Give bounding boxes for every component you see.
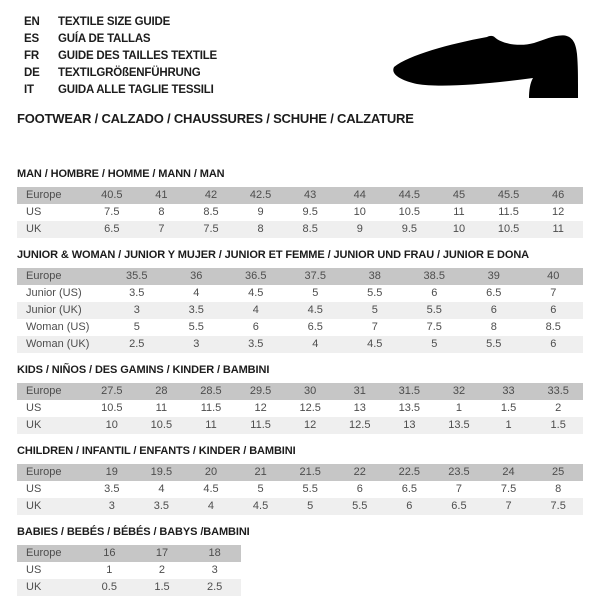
row-label: Europe bbox=[26, 385, 62, 397]
size-value: 4.5 bbox=[367, 338, 383, 350]
size-value: 12 bbox=[304, 419, 317, 431]
size-value: 5 bbox=[307, 500, 314, 512]
size-value: 27.5 bbox=[101, 385, 123, 397]
table-row bbox=[17, 498, 583, 515]
size-value: 12.5 bbox=[299, 402, 321, 414]
size-value: 3 bbox=[211, 564, 218, 576]
size-value: 7.5 bbox=[203, 223, 219, 235]
row-label: Europe bbox=[26, 466, 62, 478]
size-value: 12 bbox=[552, 206, 565, 218]
size-value: 36.5 bbox=[245, 270, 267, 282]
size-value: 39 bbox=[487, 270, 500, 282]
table-row bbox=[17, 417, 583, 434]
size-value: 9 bbox=[356, 223, 363, 235]
size-value: 3.5 bbox=[188, 304, 204, 316]
row-label: Junior (US) bbox=[26, 287, 82, 299]
size-value: 22 bbox=[353, 466, 366, 478]
size-value: 10.5 bbox=[398, 206, 421, 218]
row-label: Woman (US) bbox=[26, 321, 90, 333]
size-value: 7.5 bbox=[104, 206, 120, 218]
size-value: 41 bbox=[155, 189, 168, 201]
row-label: US bbox=[26, 206, 42, 218]
size-value: 4.5 bbox=[307, 304, 323, 316]
size-value: 6 bbox=[431, 287, 438, 299]
size-value: 8 bbox=[555, 483, 562, 495]
size-value: 8 bbox=[158, 206, 165, 218]
size-value: 8 bbox=[257, 223, 264, 235]
size-value: 3 bbox=[133, 304, 140, 316]
size-value: 10 bbox=[105, 419, 118, 431]
size-table-junior-woman bbox=[17, 268, 583, 353]
size-value: 1.5 bbox=[154, 581, 170, 593]
size-value: 9.5 bbox=[302, 206, 318, 218]
size-value: 10.5 bbox=[101, 402, 123, 414]
size-value: 43 bbox=[304, 189, 317, 201]
table-row bbox=[17, 221, 583, 238]
size-value: 6 bbox=[356, 483, 363, 495]
size-value: 1 bbox=[455, 402, 463, 414]
size-value: 19 bbox=[105, 466, 118, 478]
size-value: 45.5 bbox=[497, 189, 520, 201]
size-value: 40.5 bbox=[101, 189, 123, 201]
size-value: 3.5 bbox=[153, 500, 170, 512]
size-value: 11 bbox=[453, 206, 465, 218]
size-value: 2.5 bbox=[129, 338, 145, 350]
table-row bbox=[17, 302, 583, 319]
table-row bbox=[17, 204, 583, 221]
size-value: 10.5 bbox=[497, 223, 520, 235]
size-value: 7.5 bbox=[426, 321, 442, 333]
size-value: 12 bbox=[254, 402, 267, 414]
size-value: 4.5 bbox=[203, 483, 219, 495]
table-header-row bbox=[17, 464, 583, 481]
size-value: 10 bbox=[452, 223, 466, 235]
size-value: 38.5 bbox=[423, 270, 445, 282]
size-value: 3.5 bbox=[104, 483, 120, 495]
language-guide-label: GUÍA DE TALLAS bbox=[58, 33, 151, 45]
language-code: EN bbox=[24, 16, 40, 28]
size-value: 5.5 bbox=[188, 321, 204, 333]
size-value: 2.5 bbox=[207, 581, 223, 593]
size-value: 13.5 bbox=[398, 402, 421, 414]
size-value: 2 bbox=[555, 402, 562, 414]
size-value: 10 bbox=[353, 206, 366, 218]
size-value: 1 bbox=[505, 419, 512, 431]
language-guide-label: GUIDE DES TAILLES TEXTILE bbox=[58, 50, 217, 62]
size-value: 6.5 bbox=[307, 321, 323, 333]
row-label: UK bbox=[26, 223, 42, 235]
size-value: 7 bbox=[505, 500, 512, 512]
row-label: UK bbox=[26, 500, 42, 512]
size-value: 6.5 bbox=[401, 483, 417, 495]
size-value: 13 bbox=[403, 419, 416, 431]
size-value: 1 bbox=[106, 564, 113, 576]
size-value: 38 bbox=[368, 270, 381, 282]
size-value: 21 bbox=[254, 466, 267, 478]
size-value: 16 bbox=[103, 547, 116, 559]
size-value: 4 bbox=[158, 483, 165, 495]
size-value: 19.5 bbox=[150, 466, 173, 478]
size-value: 13.5 bbox=[448, 419, 470, 431]
size-value: 7.5 bbox=[550, 500, 566, 512]
size-value: 6 bbox=[252, 321, 259, 333]
size-value: 4.5 bbox=[252, 500, 269, 512]
size-value: 9 bbox=[257, 206, 264, 218]
section-junior-woman bbox=[17, 249, 583, 353]
size-value: 6.5 bbox=[104, 223, 120, 235]
size-value: 40 bbox=[547, 270, 560, 282]
size-value: 23.5 bbox=[448, 466, 470, 478]
size-value: 20 bbox=[204, 466, 218, 478]
row-label: Europe bbox=[26, 189, 62, 201]
size-value: 6 bbox=[550, 304, 557, 316]
size-value: 7 bbox=[550, 287, 557, 299]
row-label: Woman (UK) bbox=[26, 338, 90, 350]
size-value: 28 bbox=[155, 385, 168, 397]
size-value: 45 bbox=[452, 189, 466, 201]
section-kids bbox=[17, 364, 583, 434]
section-babies bbox=[17, 526, 583, 596]
size-value: 6 bbox=[550, 338, 557, 350]
size-value: 5.5 bbox=[426, 304, 442, 316]
size-table-children bbox=[17, 464, 583, 515]
size-value: 5.5 bbox=[486, 338, 502, 350]
section-title-babies: BABIES / BEBÉS / BÉBÉS / BABYS /BAMBINI bbox=[17, 526, 250, 538]
table-row bbox=[17, 285, 583, 302]
size-value: 12.5 bbox=[349, 419, 371, 431]
table-row bbox=[17, 336, 583, 353]
size-value: 5 bbox=[133, 321, 140, 333]
size-value: 0.5 bbox=[101, 581, 117, 593]
size-value: 10.5 bbox=[150, 419, 173, 431]
size-value: 13 bbox=[353, 402, 366, 414]
size-table-kids bbox=[17, 383, 583, 434]
size-value: 24 bbox=[502, 466, 515, 478]
table-row bbox=[17, 319, 583, 336]
size-value: 18 bbox=[208, 547, 221, 559]
size-value: 7 bbox=[371, 321, 378, 333]
table-header-row bbox=[17, 187, 583, 204]
size-value: 6 bbox=[406, 500, 413, 512]
language-guide-label: GUIDA ALLE TAGLIE TESSILI bbox=[58, 84, 214, 96]
row-label: UK bbox=[26, 419, 42, 431]
row-label: US bbox=[26, 483, 42, 495]
table-row bbox=[17, 481, 583, 498]
size-table-man bbox=[17, 187, 583, 238]
dress-shoe-icon bbox=[389, 33, 593, 101]
size-value: 5.5 bbox=[352, 500, 368, 512]
section-title-kids: KIDS / NIÑOS / DES GAMINS / KINDER / BAMBINI bbox=[17, 364, 270, 376]
size-value: 11.5 bbox=[200, 402, 222, 414]
language-guide-label: TEXTILGRÖßENFÜHRUNG bbox=[58, 67, 201, 79]
section-title-junior-woman: JUNIOR & WOMAN / JUNIOR Y MUJER / JUNIOR ET FEMME / JUNIOR UND FRAU / JUNIOR E DONA bbox=[17, 249, 530, 261]
size-value: 33 bbox=[502, 385, 515, 397]
size-value: 30 bbox=[304, 385, 317, 397]
size-value: 1.5 bbox=[500, 402, 517, 414]
row-label: Junior (UK) bbox=[26, 304, 82, 316]
size-value: 6 bbox=[490, 304, 497, 316]
size-value: 4 bbox=[312, 338, 319, 350]
size-value: 42.5 bbox=[249, 189, 272, 201]
section-man bbox=[17, 168, 583, 238]
size-value: 25 bbox=[552, 466, 565, 478]
language-code: IT bbox=[24, 84, 34, 96]
size-value: 9.5 bbox=[401, 223, 417, 235]
language-code: DE bbox=[24, 67, 40, 79]
size-value: 6.5 bbox=[486, 287, 502, 299]
size-value: 7 bbox=[455, 483, 463, 495]
size-value: 8.5 bbox=[545, 321, 561, 333]
size-value: 17 bbox=[155, 547, 169, 559]
size-value: 36 bbox=[190, 270, 203, 282]
size-value: 31 bbox=[353, 385, 366, 397]
size-value: 7.5 bbox=[500, 483, 517, 495]
size-value: 2 bbox=[158, 564, 166, 576]
size-value: 46 bbox=[552, 189, 565, 201]
size-value: 29.5 bbox=[249, 385, 272, 397]
size-value: 4.5 bbox=[248, 287, 264, 299]
size-value: 33.5 bbox=[547, 385, 569, 397]
size-value: 11 bbox=[155, 402, 168, 414]
language-guide-label: TEXTILE SIZE GUIDE bbox=[58, 16, 171, 28]
row-label: UK bbox=[26, 581, 42, 593]
size-value: 35.5 bbox=[126, 270, 148, 282]
table-row bbox=[17, 562, 241, 579]
size-value: 8.5 bbox=[302, 223, 318, 235]
size-value: 11.5 bbox=[498, 206, 519, 218]
size-value: 44 bbox=[353, 189, 366, 201]
size-value: 37.5 bbox=[304, 270, 326, 282]
table-header-row bbox=[17, 545, 241, 562]
section-children bbox=[17, 445, 583, 515]
size-value: 44.5 bbox=[398, 189, 421, 201]
size-value: 3 bbox=[193, 338, 200, 350]
row-label: US bbox=[26, 564, 42, 576]
size-value: 32 bbox=[452, 385, 466, 397]
section-title-man: MAN / HOMBRE / HOMME / MANN / MAN bbox=[17, 168, 225, 180]
size-value: 4 bbox=[252, 304, 259, 316]
size-value: 6.5 bbox=[451, 500, 467, 512]
row-label: Europe bbox=[26, 270, 62, 282]
size-value: 5.5 bbox=[302, 483, 318, 495]
size-value: 8 bbox=[490, 321, 497, 333]
size-value: 1.5 bbox=[550, 419, 566, 431]
size-value: 21.5 bbox=[299, 466, 321, 478]
size-value: 4 bbox=[193, 287, 200, 299]
size-value: 3.5 bbox=[248, 338, 264, 350]
category-title: FOOTWEAR / CALZADO / CHAUSSURES / SCHUHE / CALZATURE bbox=[17, 111, 414, 126]
size-value: 5 bbox=[431, 338, 438, 350]
size-value: 5 bbox=[257, 483, 264, 495]
size-value: 42 bbox=[204, 189, 218, 201]
size-value: 5.5 bbox=[367, 287, 383, 299]
size-value: 22.5 bbox=[398, 466, 421, 478]
table-header-row bbox=[17, 383, 583, 400]
size-value: 7 bbox=[158, 223, 165, 235]
table-row bbox=[17, 400, 583, 417]
size-value: 5 bbox=[371, 304, 378, 316]
size-table-babies bbox=[17, 545, 241, 596]
table-row bbox=[17, 579, 241, 596]
size-value: 3.5 bbox=[129, 287, 145, 299]
row-label: US bbox=[26, 402, 42, 414]
size-value: 8.5 bbox=[203, 206, 219, 218]
size-value: 5 bbox=[312, 287, 319, 299]
language-code: ES bbox=[24, 33, 39, 45]
size-value: 28.5 bbox=[200, 385, 222, 397]
size-value: 4 bbox=[207, 500, 215, 512]
language-code: FR bbox=[24, 50, 39, 62]
size-value: 11.5 bbox=[250, 419, 271, 431]
table-header-row bbox=[17, 268, 583, 285]
size-value: 31.5 bbox=[398, 385, 421, 397]
size-value: 3 bbox=[108, 500, 115, 512]
size-value: 11 bbox=[552, 223, 564, 235]
size-value: 11 bbox=[205, 419, 217, 431]
section-title-children: CHILDREN / INFANTIL / ENFANTS / KINDER / BAMBINI bbox=[17, 445, 296, 457]
language-row-en bbox=[17, 14, 583, 31]
row-label: Europe bbox=[26, 547, 62, 559]
